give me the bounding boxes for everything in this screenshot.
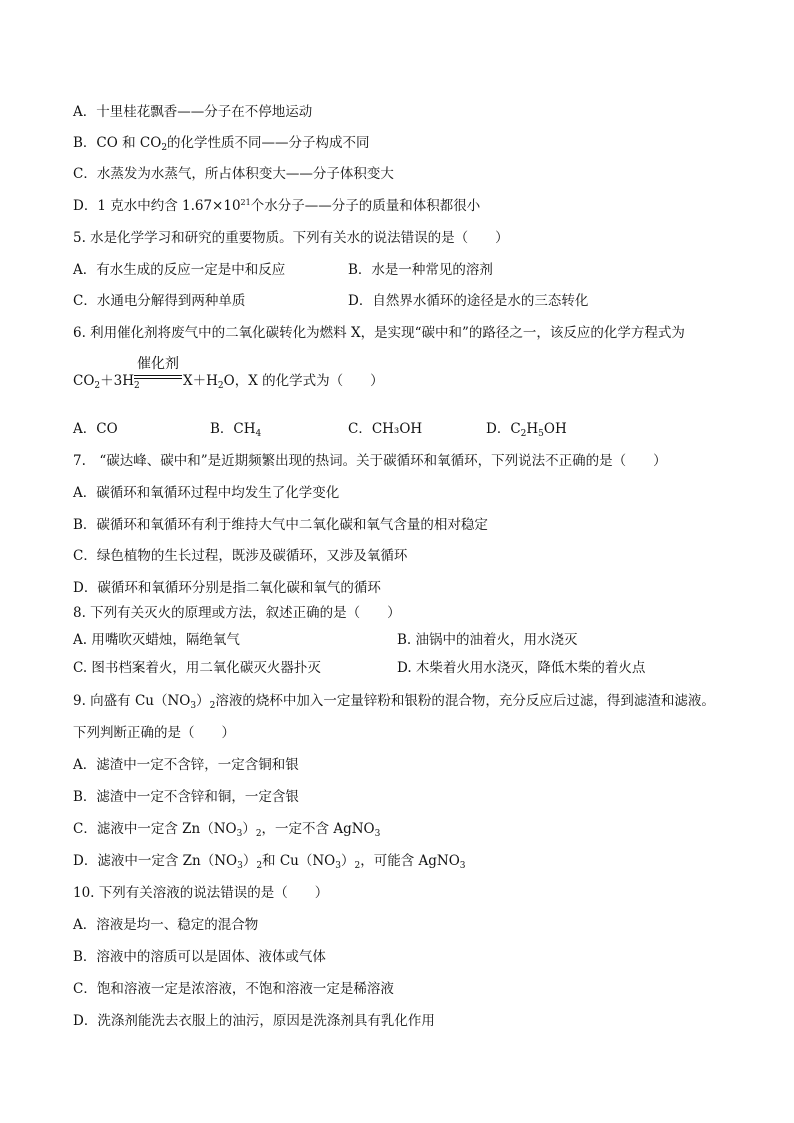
q7-option-a: A．碳循环和氧循环过程中均发生了化学变化 [73,485,340,501]
q7-option-b: B．碳循环和氧循环有利于维持大气中二氧化碳和氧气含量的相对稳定 [73,517,488,533]
q4-option-b: B．CO 和 $CO_2$的化学性质不同——分子构成不同 [73,135,370,153]
q5-stem: 5. 水是化学学习和研究的重要物质。下列有关水的说法错误的是（ ） [73,230,509,246]
q4-option-a: A．十里桂花飘香——分子在不停地运动 [73,104,313,120]
q8-option-c: C. 图书档案着火，用二氧化碳灭火器扑灭 [73,660,321,676]
q7-stem: 7. “碳达峰、碳中和”是近期频繁出现的热词。关于碳循环和氧循环，下列说法不正确的是（ ） [73,453,667,469]
q6-option-c: C．CH₃OH [348,421,423,437]
equation-products: $X+H_2O$，X 的化学式为（ ） [183,373,384,391]
q10-option-a: A．溶液是均一、稳定的混合物 [73,917,259,933]
q9-option-c: C．滤液中一定含 $Zn(NO_3)_2$，一定不含 AgNO$_3$ [73,821,381,839]
q6-option-b: B．$CH_4$ [210,421,262,439]
q10-stem: 10. 下列有关溶液的说法错误的是（ ） [73,885,329,901]
q9-option-a: A．滤渣中一定不含锌，一定含铜和银 [73,757,299,773]
q6-stem: 6. 利用催化剂将废气中的二氧化碳转化为燃料 X，是实现“碳中和”的路径之一，该反应的化学方程式为 [73,325,685,341]
q9-option-b: B．滤渣中一定不含锌和铜，一定含银 [73,789,299,805]
q8-option-b: B. 油锅中的油着火，用水浇灭 [397,632,578,648]
q5-option-a: A．有水生成的反应一定是中和反应 [73,262,286,278]
q8-stem: 8. 下列有关灭火的原理或方法，叙述正确的是（ ） [73,605,401,621]
q9-option-d: D．滤液中一定含 $Zn(NO_3)_2$和 $Cu(NO_3)_2$，可能含 AgNO$_3$ [73,853,466,871]
q10-option-c: C．饱和溶液一定是浓溶液，不饱和溶液一定是稀溶液 [73,981,394,997]
q4-option-d: D．1 克水中约含 $1.67\times 10^{21}$个水分子——分子的质量和体积都很小 [73,198,481,214]
q7-option-d: D．碳循环和氧循环分别是指二氧化碳和氧气的循环 [73,580,381,596]
q10-option-b: B．溶液中的溶质可以是固体、液体或气体 [73,949,326,965]
equation-reactants: $CO_2+3H_2$ [73,373,140,391]
q9-stem-line2: 下列判断正确的是（ ） [73,725,235,741]
q8-option-a: A. 用嘴吹灭蜡烛，隔绝氧气 [73,632,240,648]
q5-option-b: B．水是一种常见的溶剂 [348,262,493,278]
equation-bar-top [134,375,182,376]
equation-bar-bottom [134,378,182,379]
q5-option-c: C．水通电分解得到两种单质 [73,293,246,309]
q4-option-c: C．水蒸发为水蒸气，所占体积变大——分子体积变大 [73,166,394,182]
q8-option-d: D. 木柴着火用水浇灭，降低木柴的着火点 [397,660,646,676]
q6-option-a: A．CO [73,421,118,437]
catalyst-label: 催化剂 [137,356,179,372]
q9-stem: 9. 向盛有 $Cu(NO_3)_2$溶液的烧杯中加入一定量锌粉和银粉的混合物，充分反应后过滤，得到滤渣和滤液。 [73,693,715,711]
q10-option-d: D．洗涤剂能洗去衣服上的油污，原因是洗涤剂具有乳化作用 [73,1013,435,1029]
q7-option-c: C．绿色植物的生长过程，既涉及碳循环，又涉及氧循环 [73,548,408,564]
q5-option-d: D．自然界水循环的途径是水的三态转化 [348,293,589,309]
q6-option-d: D．$C_2H_5OH$ [486,421,567,439]
